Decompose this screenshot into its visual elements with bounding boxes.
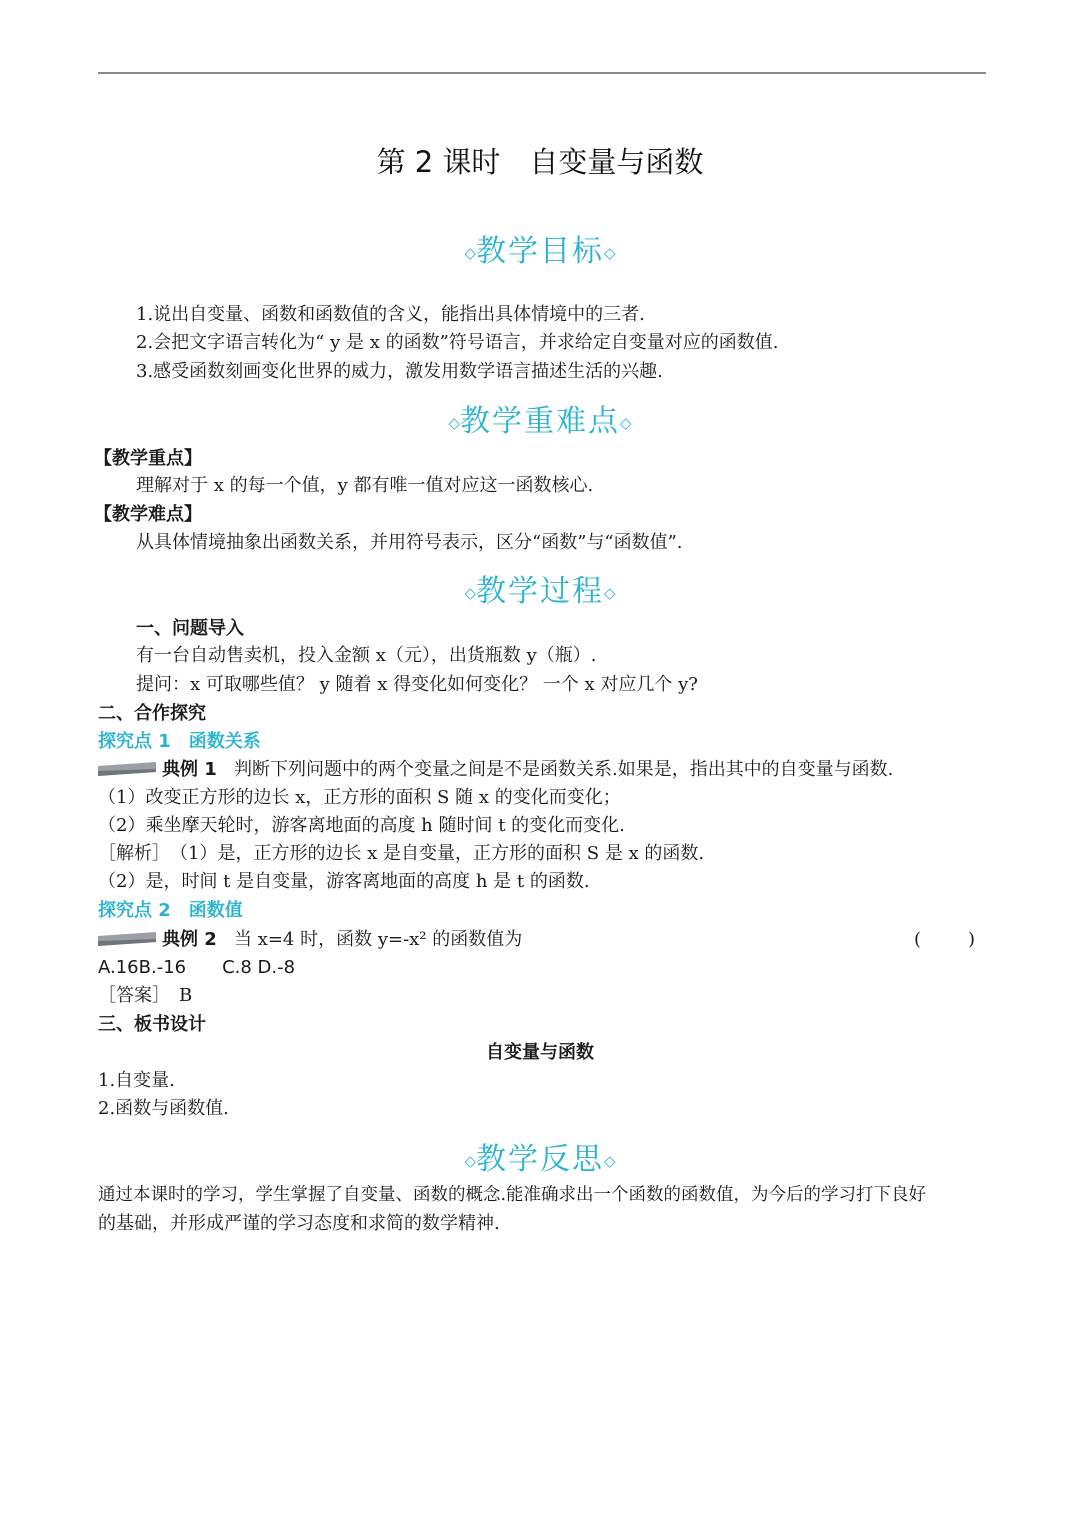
difficult-point-text: 从具体情境抽象出函数关系，并用符号表示，区分“函数”与“函数值”. (136, 532, 683, 553)
key-point-text: 理解对于 x 的每一个值，y 都有唯一值对应这一函数核心. (136, 475, 594, 496)
explore-point-2-title: 探究点 2 函数值 (98, 900, 243, 921)
goal-item-3: 3.感受函数刻画变化世界的威力，激发用数学语言描述生活的兴趣. (136, 361, 663, 382)
example1-item-1: （1）改变正方形的边长 x，正方形的面积 S 随 x 的变化而变化； (98, 787, 621, 808)
example1 (162, 759, 893, 781)
example2-label: 典例 2 (162, 929, 217, 950)
difficult-point-label: 【教学难点】 (94, 504, 202, 525)
section1-line-2: 提问：x 可取哪些值？ y 随着 x 得变化如何变化？ 一个 x 对应几个 y? (136, 674, 698, 695)
diamond-icon: ◇ (604, 1152, 616, 1170)
example2 (162, 929, 522, 951)
diamond-icon: ◇ (448, 414, 460, 432)
analysis-line-1: ［解析］ （1）是，正方形的边长 x 是自变量，正方形的面积 S 是 x 的函数. (98, 843, 705, 864)
section2-title: 二、合作探究 (98, 703, 206, 724)
analysis-line-2: （2）是，时间 t 是自变量，游客离地面的高度 h 是 t 的函数. (98, 871, 590, 892)
heading-reflection-text: 教学反思 (476, 1142, 604, 1177)
example1-item-2: （2）乘坐摩天轮时，游客离地面的高度 h 随时间 t 的变化而变化. (98, 815, 625, 836)
heading-goals-text: 教学目标 (476, 234, 604, 269)
example2-text: 当 x=4 时，函数 y=-x² 的函数值为 (233, 929, 523, 950)
answer-paren-left: ( (914, 929, 922, 950)
section-heading-goals (0, 226, 1080, 270)
example-marker-icon (98, 932, 156, 946)
section-heading-keys (0, 396, 1080, 440)
goal-item-2: 2.会把文字语言转化为“ y 是 x 的函数”符号语言，并求给定自变量对应的函数值. (136, 332, 779, 353)
explore-point-1-title: 探究点 1 函数关系 (98, 731, 261, 752)
example2-options: A.16B.-16 C.8 D.-8 (98, 957, 296, 978)
example-marker-icon (98, 762, 156, 776)
example1-text: 判断下列问题中的两个变量之间是不是函数关系.如果是，指出其中的自变量与函数. (233, 759, 894, 780)
diamond-icon: ◇ (604, 244, 616, 262)
top-rule (98, 72, 986, 74)
answer-paren-right: ) (968, 929, 976, 950)
example1-label: 典例 1 (162, 759, 217, 780)
goal-item-1: 1.说出自变量、函数和函数值的含义，能指出具体情境中的三者. (136, 304, 645, 325)
section-heading-process (0, 566, 1080, 610)
answer-line: ［答案］ B (98, 985, 193, 1006)
heading-keys-text: 教学重难点 (460, 404, 620, 439)
board-item-2: 2.函数与函数值. (98, 1098, 229, 1119)
board-item-1: 1.自变量. (98, 1070, 175, 1091)
reflection-line-2: 的基础，并形成严谨的学习态度和求简的数学精神. (98, 1213, 500, 1234)
diamond-icon: ◇ (620, 414, 632, 432)
section1-title: 一、问题导入 (136, 618, 244, 639)
diamond-icon: ◇ (464, 1152, 476, 1170)
section3-title: 三、板书设计 (98, 1014, 206, 1035)
page-title: 第 2 课时 自变量与函数 (376, 145, 704, 179)
key-point-label: 【教学重点】 (94, 448, 202, 469)
diamond-icon: ◇ (464, 244, 476, 262)
reflection-line-1: 通过本课时的学习，学生掌握了自变量、函数的概念.能准确求出一个函数的函数值，为今后的学习打下良好 (98, 1185, 927, 1205)
section-heading-reflection (0, 1134, 1080, 1178)
diamond-icon: ◇ (604, 584, 616, 602)
heading-process-text: 教学过程 (476, 574, 604, 609)
board-title: 自变量与函数 (486, 1042, 594, 1063)
section1-line-1: 有一台自动售卖机，投入金额 x（元），出货瓶数 y（瓶）. (136, 645, 597, 666)
diamond-icon: ◇ (464, 584, 476, 602)
